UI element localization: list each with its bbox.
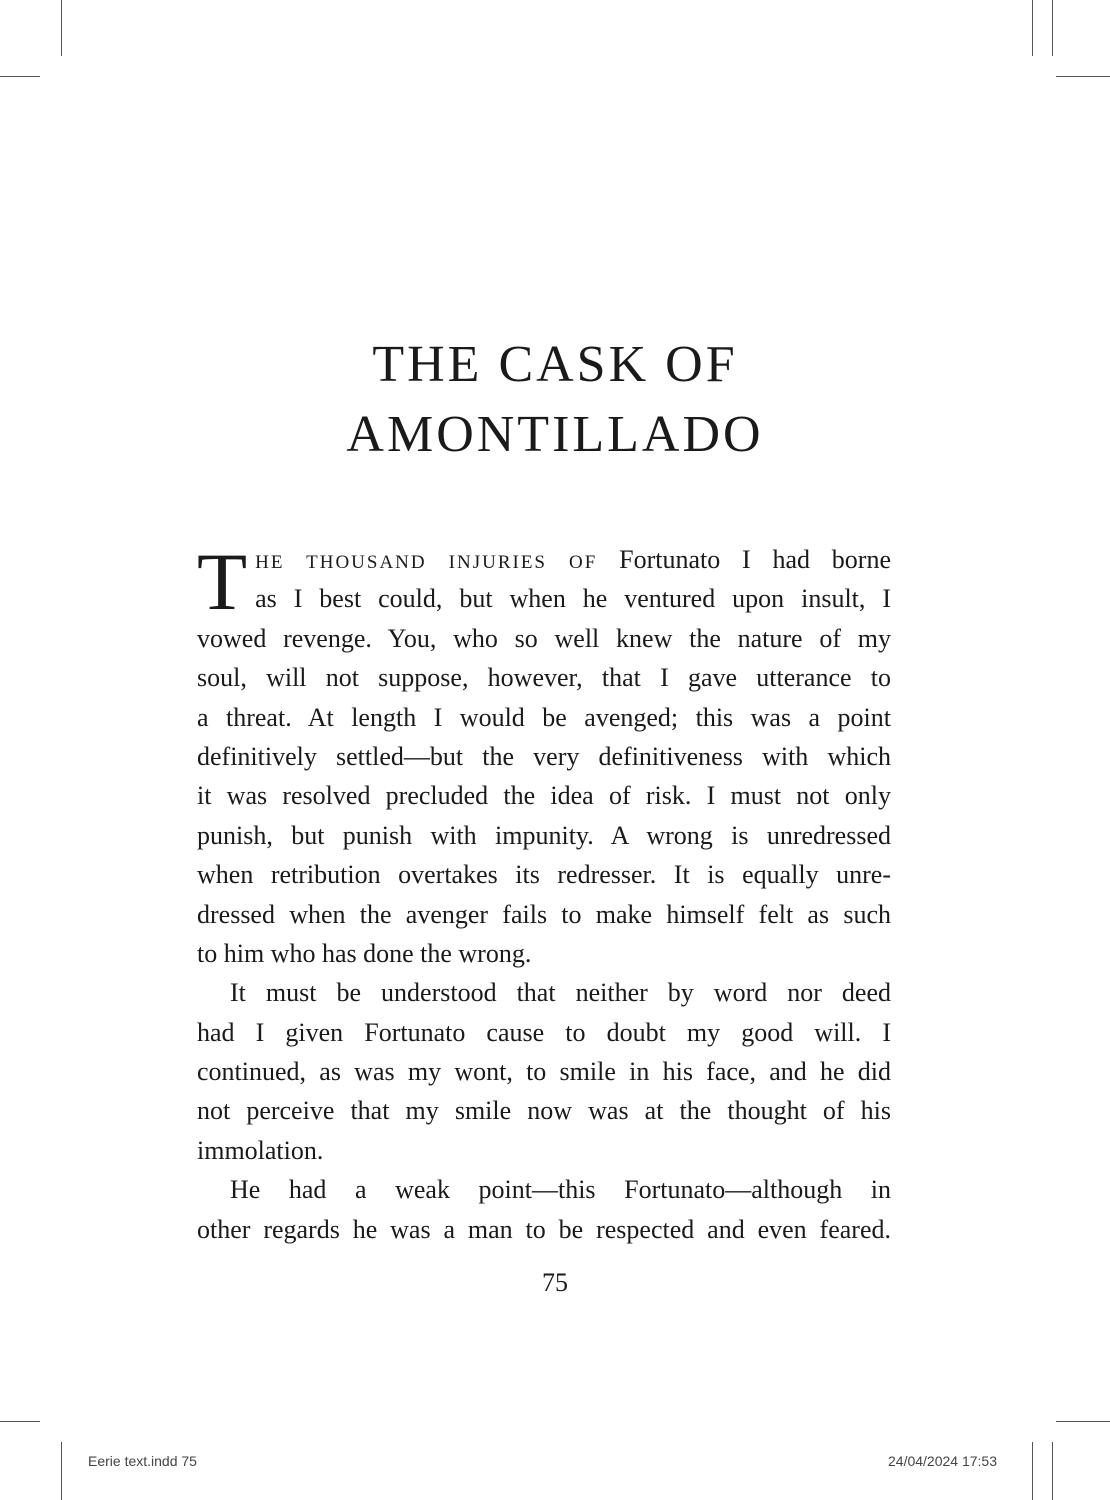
text-line: definitively settled—but the very definitiveness with which — [197, 741, 891, 771]
text-line: not perceive that my smile now was at the thought of his — [197, 1096, 891, 1126]
crop-mark — [1052, 1442, 1053, 1500]
drop-cap: T — [197, 536, 248, 627]
crop-mark — [1032, 0, 1033, 56]
text-line: soul, will not suppose, however, that I gave utterance to — [197, 663, 891, 693]
paragraph-3 — [197, 1170, 891, 1249]
opening-line-rest: Fortunato I had borne — [597, 545, 891, 574]
story-title — [0, 330, 1110, 470]
text-line: to him who has done the wrong. — [197, 938, 532, 968]
paragraph-1 — [197, 536, 891, 973]
text-line: as I best could, but when he ventured upon insult, I — [255, 584, 891, 614]
crop-mark — [0, 1421, 40, 1422]
small-caps-opening: HE THOUSAND INJURIES OF — [255, 552, 598, 573]
text-line: continued, as was my wont, to smile in his face, and he did — [197, 1057, 891, 1087]
crop-mark — [0, 76, 40, 77]
text-line: dressed when the avenger fails to make himself felt as such — [197, 899, 891, 929]
paragraph-2 — [197, 973, 891, 1170]
text-line: a threat. At length I would be avenged; this was a point — [197, 702, 891, 732]
text-line: immolation. — [197, 1135, 324, 1165]
story-body — [197, 536, 891, 1249]
page-number: 75 — [542, 1268, 568, 1297]
slug-timestamp: 24/04/2024 17:53 — [888, 1453, 997, 1469]
crop-mark — [1056, 76, 1110, 77]
text-line: when retribution overtakes its redresser. It is equally unre- — [197, 860, 891, 890]
text-line — [197, 540, 891, 579]
text-line: other regards he was a man to be respected and even feared. — [197, 1214, 891, 1244]
crop-mark — [1056, 1421, 1110, 1422]
crop-mark — [61, 1442, 62, 1500]
title-line-1: THE CASK OF — [372, 336, 738, 393]
text-line: vowed revenge. You, who so well knew the nature of my — [197, 623, 891, 653]
crop-mark — [61, 0, 62, 56]
text-line: it was resolved precluded the idea of risk. I must not only — [197, 781, 891, 811]
text-line: He had a weak point—this Fortunato—although in — [230, 1175, 891, 1205]
crop-mark — [1052, 0, 1053, 56]
text-line: It must be understood that neither by word nor deed — [230, 978, 891, 1008]
text-line: had I given Fortunato cause to doubt my good will. I — [197, 1017, 891, 1047]
slug-filename: Eerie text.indd 75 — [88, 1453, 197, 1469]
crop-mark — [1032, 1442, 1033, 1500]
title-line-2: AMONTILLADO — [346, 406, 764, 463]
text-line: punish, but punish with impunity. A wrong is unredressed — [197, 820, 891, 850]
